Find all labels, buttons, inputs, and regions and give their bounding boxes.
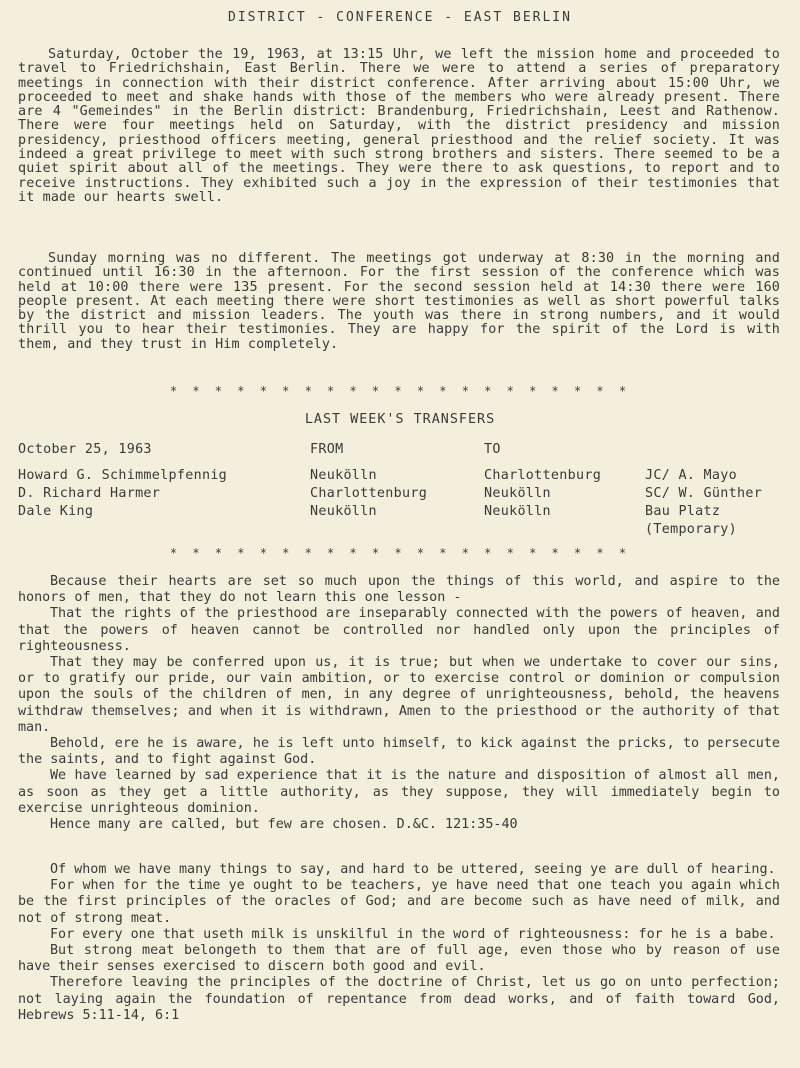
scripture-reference: Therefore leaving the principles of the doctrine of Christ, let us go on unto perfection; not laying again the foundation of repentance from dead works, and of faith toward God, Hebrews 5:11-14, 6:1 <box>18 975 780 1023</box>
paragraph-sunday <box>18 252 780 352</box>
paragraph-saturday-text: Saturday, October the 19, 1963, at 13:15 Uhr, we left the mission home and proceeded to travel to Friedrichshain, East Berlin. There we were to attend a series of preparatory meetings in connection with their district conference. After arriving about 15:00 Uhr, we proceeded to meet and shake hands with those of the members who were already present. There are 4 "Gemeindes" in the Berlin district: Brandenburg, Friedrichshain, Leest and Rathenow. There were four meetings held on Saturday, with the district presidency and mission presidency, priesthood officers meeting, general priesthood and the relief society. It was indeed a great privilege to meet with such strong brothers and sisters. There seemed to be a quiet spirit about all of the meetings. They were there to ask questions, to report and to receive instructions. They exhibited such a joy in the expression of their testimonies that it made our hearts swell. <box>18 47 780 205</box>
transfer-role: JC/ A. Mayo <box>645 468 737 483</box>
scripture-verse: That the rights of the priesthood are inseparably connected with the powers of heaven, and that the powers of heaven cannot be controlled nor handled only upon the principles of righteousness. <box>18 606 780 654</box>
scripture-verse: We have learned by sad experience that it is the nature and disposition of almost all men, as soon as they get a little authority, as they suppose, they will immediately begin to exercise unrighteous dominion. <box>18 768 780 816</box>
scripture-verse: For every one that useth milk is unskilful in the word of righteousness: for he is a babe. <box>50 926 776 942</box>
transfer-role: SC/ W. Günther <box>645 486 763 501</box>
transfer-from: Neukölln <box>310 504 377 519</box>
paragraph-sunday-text: Sunday morning was no different. The meetings got underway at 8:30 in the morning and continued until 16:30 in the afternoon. For the first session of the conference which was held at 10:00 there were 135 present. For the second session held at 14:30 there were 160 people present. At each meeting there were short testimonies as well as short powerful talks by the district and mission leaders. The youth was there in strong numbers, and it would thrill you to hear their testimonies. They are happy for the spirit of the Lord is with them, and they trust in Him completely. <box>18 251 780 352</box>
transfer-from: Neukölln <box>310 468 377 483</box>
separator-bottom: * * * * * * * * * * * * * * * * * * * * * <box>169 546 631 560</box>
transfer-name: Dale King <box>18 504 94 519</box>
transfers-date: October 25, 1963 <box>18 442 152 457</box>
paragraph-saturday <box>18 48 780 205</box>
separator-top: * * * * * * * * * * * * * * * * * * * * * <box>169 384 631 398</box>
scripture-hebrews <box>18 862 780 1024</box>
transfer-name: Howard G. Schimmelpfennig <box>18 468 228 483</box>
page-title: DISTRICT - CONFERENCE - EAST BERLIN <box>228 10 572 25</box>
scripture-reference: Hence many are called, but few are chosen. D.&C. 121:35-40 <box>50 817 518 833</box>
transfers-to-header: TO <box>484 442 501 457</box>
scripture-verse: Of whom we have many things to say, and hard to be uttered, seeing ye are dull of hearing. <box>50 862 776 877</box>
transfer-to: Neukölln <box>484 486 551 501</box>
scripture-verse: For when for the time ye ought to be teachers, ye have need that one teach you again which be the first principles of the oracles of God; and are become such as have need of milk, and not of strong meat. <box>18 878 780 926</box>
transfer-to: Neukölln <box>484 504 551 519</box>
transfer-note: (Temporary) <box>645 522 737 537</box>
scripture-verse: But strong meat belongeth to them that are of full age, even those who by reason of use have their senses exercised to discern both good and evil. <box>18 943 780 975</box>
scripture-verse: Because their hearts are set so much upon the things of this world, and aspire to the honors of men, that they do not learn this one lesson - <box>18 574 780 606</box>
transfers-heading: LAST WEEK'S TRANSFERS <box>304 412 496 427</box>
scripture-verse: That they may be conferred upon us, it is true; but when we undertake to cover our sins, or to gratify our pride, our vain ambition, or to exercise control or dominion or compulsion upon the souls of the children of men, in any degree of unrighteousness, behold, the heavens withdraw themselves; and when it is withdrawn, Amen to the priesthood or the authority of that man. <box>18 655 780 735</box>
transfer-to: Charlottenburg <box>484 468 602 483</box>
transfer-from: Charlottenburg <box>310 486 428 501</box>
transfers-from-header: FROM <box>310 442 344 457</box>
scripture-dc-121 <box>18 574 780 833</box>
transfer-role: Bau Platz <box>645 504 721 519</box>
scripture-verse: Behold, ere he is aware, he is left unto himself, to kick against the pricks, to persecute the saints, and to fight against God. <box>18 736 780 768</box>
transfer-name: D. Richard Harmer <box>18 486 161 501</box>
